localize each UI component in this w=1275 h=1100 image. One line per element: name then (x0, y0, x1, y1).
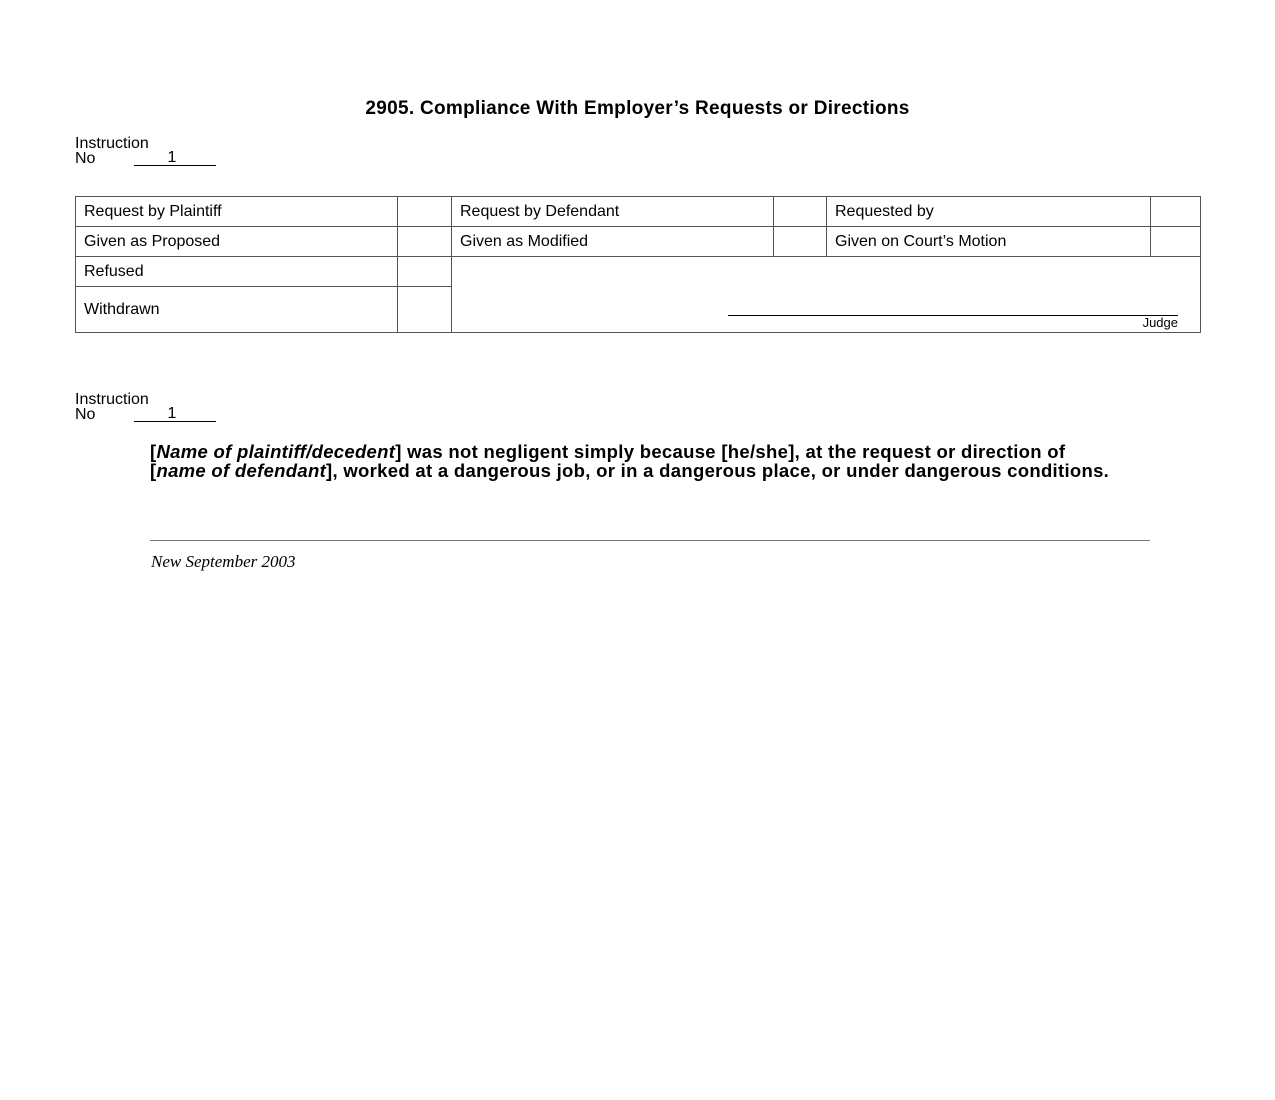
instruction-no-label: No (75, 150, 96, 167)
request-by-plaintiff-label: Request by Plaintiff (76, 197, 398, 227)
instruction-number-block (75, 136, 216, 166)
instruction-no-label: No (75, 406, 96, 423)
disposition-table (75, 196, 1201, 333)
instruction-label: Instruction (75, 391, 149, 408)
given-as-proposed-box[interactable] (398, 227, 452, 257)
instruction-text-placeholder-plaintiff: Name of plaintiff/decedent (156, 441, 396, 462)
judge-label: Judge (1142, 315, 1178, 330)
given-on-courts-motion-box[interactable] (1151, 227, 1201, 257)
judge-signature-area (452, 257, 1201, 333)
requested-by-label: Requested by (827, 197, 1151, 227)
given-as-proposed-label: Given as Proposed (76, 227, 398, 257)
instruction-text-middle: ] was not negligent simply because [he/she], at the request or direction of [ (150, 441, 1066, 481)
request-by-defendant-label: Request by Defendant (452, 197, 774, 227)
refused-label: Refused (76, 257, 398, 287)
instruction-text-open: [ (150, 441, 157, 462)
judge-signature-line[interactable] (728, 315, 1178, 316)
request-by-defendant-box[interactable] (774, 197, 827, 227)
withdrawn-label: Withdrawn (76, 287, 398, 333)
instruction-text (150, 442, 1110, 480)
history-note: New September 2003 (151, 552, 296, 571)
given-as-modified-box[interactable] (774, 227, 827, 257)
instruction-label: Instruction (75, 135, 149, 152)
instruction-text-close: ], worked at a dangerous job, or in a dangerous place, or under dangerous conditions. (326, 460, 1110, 481)
request-by-plaintiff-box[interactable] (398, 197, 452, 227)
instruction-no-value: 1 (134, 407, 216, 422)
given-as-modified-label: Given as Modified (452, 227, 774, 257)
instruction-no-value: 1 (134, 151, 216, 166)
given-on-courts-motion-label: Given on Court’s Motion (827, 227, 1151, 257)
requested-by-box[interactable] (1151, 197, 1201, 227)
withdrawn-box[interactable] (398, 287, 452, 333)
instruction-text-placeholder-defendant: name of defendant (156, 460, 327, 481)
divider-rule (150, 540, 1150, 541)
page-title: 2905. Compliance With Employer’s Requests or Directions (365, 98, 910, 119)
instruction-number-block (75, 392, 216, 422)
refused-box[interactable] (398, 257, 452, 287)
